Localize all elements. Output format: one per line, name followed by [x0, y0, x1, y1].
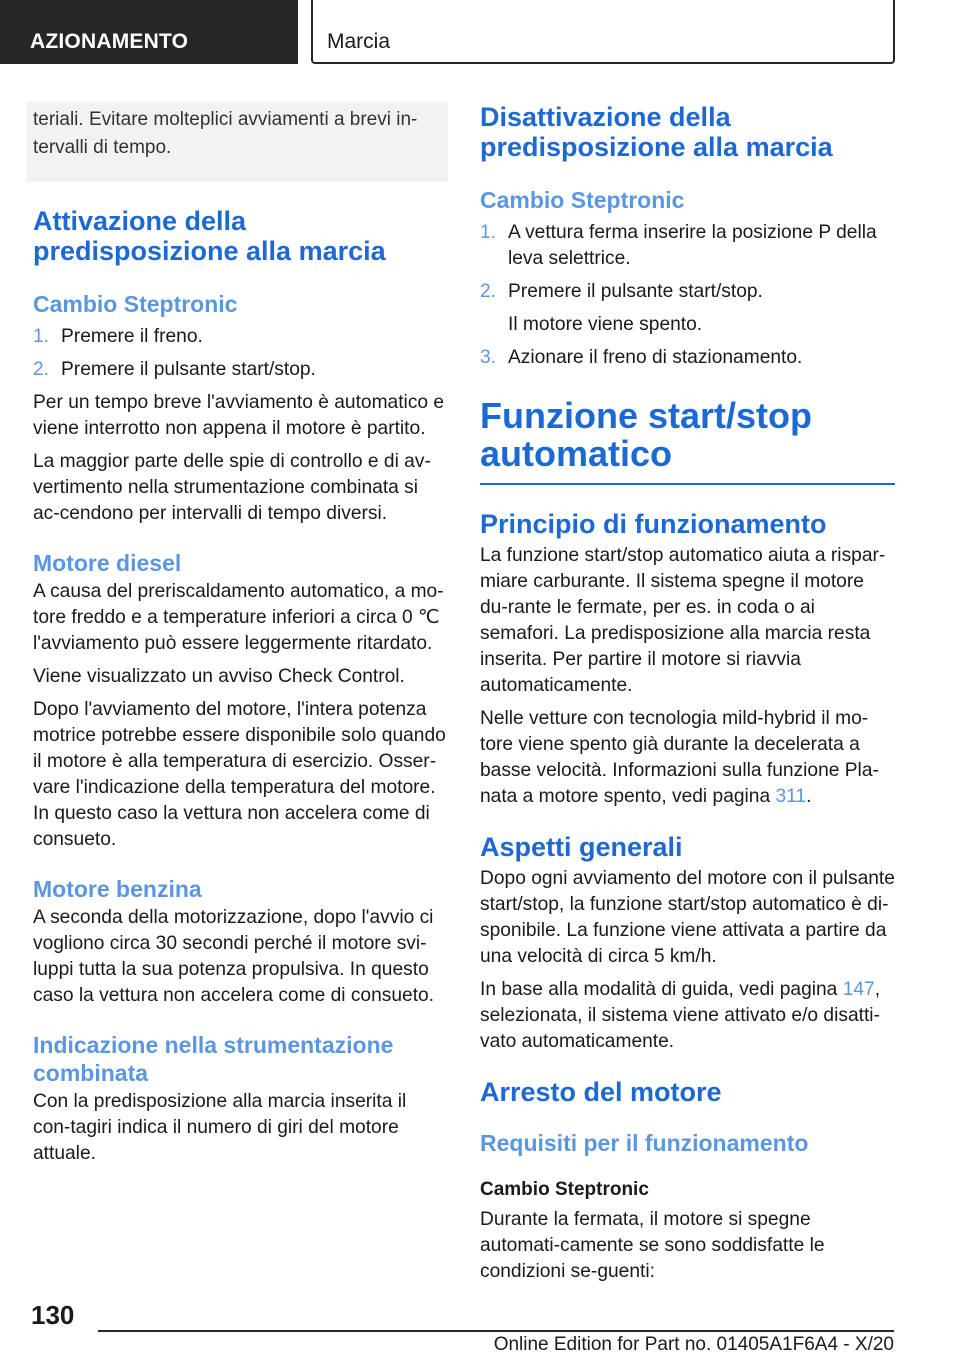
list-item: [480, 220, 895, 272]
heading-principle: Principio di funzionamento: [480, 509, 827, 539]
heading-steptronic: Cambio Steptronic: [33, 291, 238, 317]
list-number: 1.: [480, 222, 497, 243]
list-number: 1.: [33, 326, 50, 347]
heading-steptronic: Cambio Steptronic: [480, 187, 685, 213]
list-item: [480, 345, 895, 371]
paragraph-text: , selezionata, il sistema viene attivato e/o disatti-vato automaticamente.: [480, 979, 881, 1052]
paragraph: [480, 706, 895, 810]
heading-diesel: Motore diesel: [33, 550, 182, 576]
list-text: Premere il pulsante start/stop.: [61, 359, 316, 380]
list-subtext: Il motore viene spento.: [508, 314, 703, 335]
heading-general: Aspetti generali: [480, 832, 683, 862]
paragraph: Durante la fermata, il motore si spegne automati-camente se sono soddisfatte le condizioni se-guenti:: [480, 1209, 825, 1282]
heading-deactivation: Disattivazione della predisposizione alla marcia: [480, 102, 833, 162]
list-item: [33, 324, 448, 350]
page-link-147[interactable]: 147: [842, 979, 875, 1000]
heading-steptronic-bold: Cambio Steptronic: [480, 1179, 649, 1200]
page-number: 130: [31, 1300, 75, 1330]
list-text: Premere il freno.: [61, 326, 203, 347]
list-number: 3.: [480, 347, 497, 368]
heading-requirements: Requisiti per il funzionamento: [480, 1130, 809, 1156]
continued-note: teriali. Evitare molteplici avviamenti a brevi in-tervalli di tempo.: [27, 102, 448, 182]
paragraph: A seconda della motorizzazione, dopo l'avvio ci vogliono circa 30 secondi perché il motore svi-luppi tutta la sua potenza propulsiva. In questo caso la vettura non accelera come di consueto.: [33, 907, 435, 1006]
heading-petrol: Motore benzina: [33, 876, 202, 902]
heading-engine-stop: Arresto del motore: [480, 1077, 722, 1107]
list-text: A vettura ferma inserire la posizione P della leva selettrice.: [508, 222, 877, 269]
heading-display: Indicazione nella strumentazione combinata: [33, 1032, 394, 1086]
section-tab: AZIONAMENTO: [0, 0, 298, 64]
heading-start-stop: Funzione start/stop automatico: [480, 395, 812, 474]
list-text: Premere il pulsante start/stop.: [508, 281, 763, 302]
list-number: 2.: [33, 359, 50, 380]
paragraph: Dopo ogni avviamento del motore con il pulsante start/stop, la funzione start/stop automatico è di-sponibile. La funzione viene attivata a partire da una velocità di circa 5 km/h.: [480, 868, 895, 967]
right-column: [480, 102, 895, 1292]
heading-rule: [480, 483, 895, 485]
paragraph: La funzione start/stop automatico aiuta a rispar-miare carburante. Il sistema spegne il motore du-rante le fermate, per es. in coda o ai semafori. La predisposizione alla marcia resta inserita. Per partire il motore si riavvia automaticamente.: [480, 545, 886, 696]
chapter-title: Marcia: [311, 0, 895, 64]
footer-edition: Online Edition for Part no. 01405A1F6A4 - X/20: [493, 1334, 894, 1355]
heading-activation: Attivazione della predisposizione alla marcia: [33, 206, 386, 266]
list-number: 2.: [480, 281, 497, 302]
list-item: [480, 279, 895, 305]
list-item: [33, 357, 448, 383]
paragraph: A causa del preriscaldamento automatico, a mo-tore freddo e a temperature inferiori a circa 0 ℃ l'avviamento può essere leggermente ritardato.: [33, 581, 444, 654]
left-column: [33, 102, 448, 1174]
paragraph: [480, 977, 895, 1055]
paragraph-text: In base alla modalità di guida, vedi pagina: [480, 979, 843, 1000]
paragraph-text: Nelle vetture con tecnologia mild-hybrid il mo-tore viene spento già durante la decelerata a basse velocità. Informazioni sulla funzione Pla-nata a motore spento, vedi pagina: [480, 708, 879, 807]
list-text: Azionare il freno di stazionamento.: [508, 347, 803, 368]
footer-rule: [98, 1330, 894, 1332]
paragraph: Con la predisposizione alla marcia inserita il con-tagiri indica il numero di giri del motore attuale.: [33, 1091, 407, 1164]
page-link-311[interactable]: 311: [775, 786, 807, 807]
paragraph: Dopo l'avviamento del motore, l'intera potenza motrice potrebbe essere disponibile solo quando il motore è alla temperatura di esercizio. Osser-vare l'indicazione della temperatura del motore. In questo caso la vettura non accelera come di consueto.: [33, 699, 446, 850]
paragraph: La maggior parte delle spie di controllo e di av-vertimento nella strumentazione combinata si ac-cendono per intervalli di tempo diversi.: [33, 451, 431, 524]
paragraph-text: .: [806, 786, 812, 807]
paragraph: Per un tempo breve l'avviamento è automatico e viene interrotto non appena il motore è partito.: [33, 392, 445, 439]
paragraph: Viene visualizzato un avviso Check Control.: [33, 666, 405, 687]
